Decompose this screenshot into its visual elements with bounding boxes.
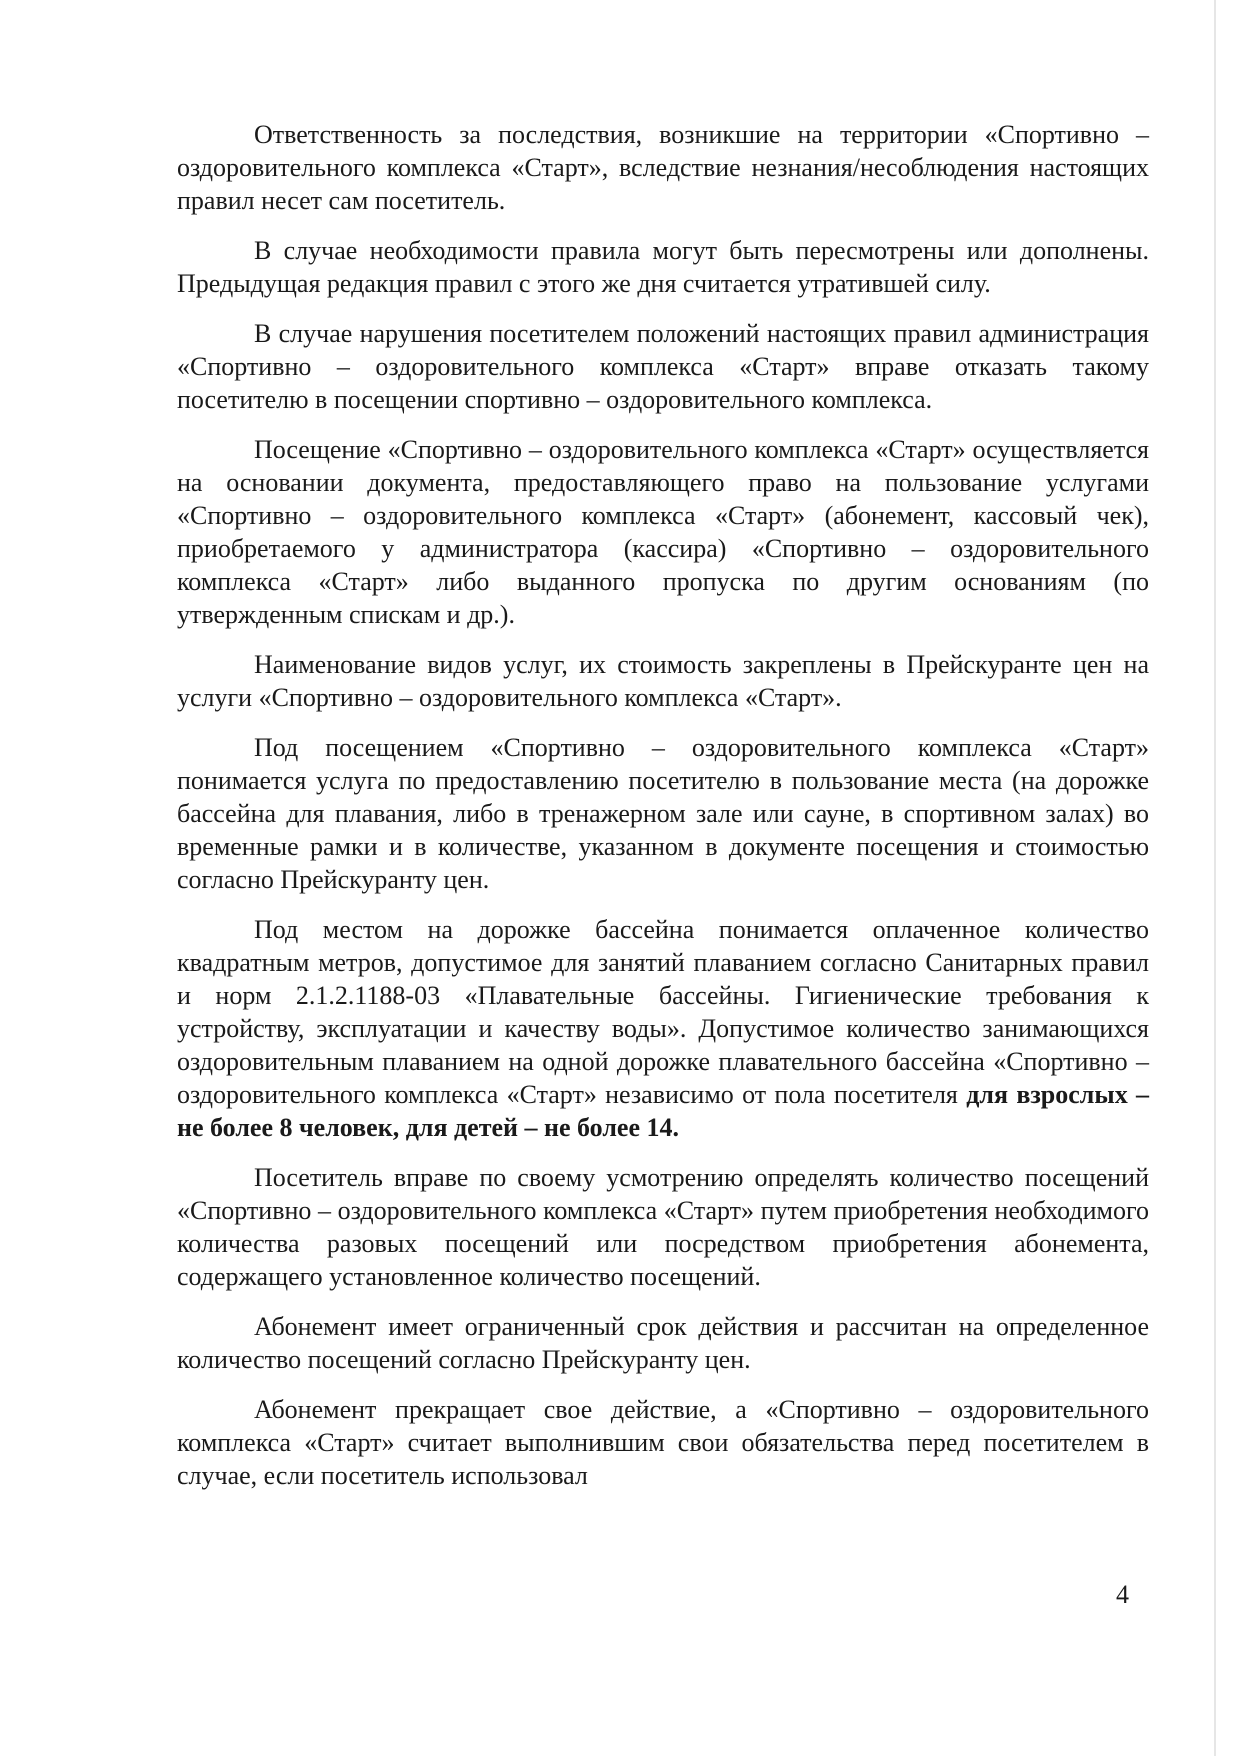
paragraph-bold-limit: для взрослых – не более 8 человек, для детей – не более 14. (177, 1080, 1149, 1142)
paragraph-rules-violation (177, 317, 1149, 416)
paragraph-visit-definition (177, 731, 1149, 896)
paragraph-text: Под посещением «Спортивно – оздоровительного комплекса «Старт» понимается услуга по предоставлению посетителю в пользование места (на дорожке бассейна для плавания, либо в тренажерном зале или сауне, в спортивном залах) во временные рамки и в количестве, указанном в документе посещения и стоимостью согласно Прейскуранту цен. (177, 733, 1149, 894)
paragraph-text: Под местом на дорожке бассейна понимается оплаченное количество квадратным метров, допустимое для занятий плаванием согласно Санитарных правил и норм 2.1.2.1188-03 «Плавательные бассейны. Гигиенические требования к устройству, эксплуатации и качеству воды». Допустимое количество занимающихся оздоровительным плаванием на одной дорожке плавательного бассейна «Спортивно – оздоровительного комплекса «Старт» независимо от пола посетителя (177, 915, 1149, 1109)
paragraph-pool-lane (177, 913, 1149, 1144)
paragraph-rules-revision (177, 234, 1149, 300)
paragraph-text: Посещение «Спортивно – оздоровительного комплекса «Старт» осуществляется на основании документа, предоставляющего право на пользование услугами «Спортивно – оздоровительного комплекса «Старт» (абонемент, кассовый чек), приобретаемого у администратора (кассира) «Спортивно – оздоровительного комплекса «Старт» либо выданного пропуска по другим основаниям (по утвержденным спискам и др.). (177, 435, 1149, 629)
paragraph-text: В случае нарушения посетителем положений настоящих правил администрация «Спортивно – оздоровительного комплекса «Старт» вправе отказать такому посетителю в посещении спортивно – оздоровительного комплекса. (177, 319, 1149, 414)
paragraph-text: Наименование видов услуг, их стоимость закреплены в Прейскуранте цен на услуги «Спортивно – оздоровительного комплекса «Старт». (177, 650, 1149, 712)
paragraph-price-list (177, 648, 1149, 714)
paragraph-visit-count (177, 1161, 1149, 1293)
paragraph-responsibility (177, 118, 1149, 217)
paragraph-text: В случае необходимости правила могут быть пересмотрены или дополнены. Предыдущая редакция правил с этого же дня считается утратившей силу. (177, 236, 1149, 298)
paragraph-text: Посетитель вправе по своему усмотрению определять количество посещений «Спортивно – оздоровительного комплекса «Старт» путем приобретения необходимого количества разовых посещений или посредством приобретения абонемента, содержащего установленное количество посещений. (177, 1163, 1149, 1291)
paragraph-visit-basis (177, 433, 1149, 631)
paragraph-text: Абонемент имеет ограниченный срок действия и рассчитан на определенное количество посещений согласно Прейскуранту цен. (177, 1312, 1149, 1374)
page-number: 4 (1116, 1580, 1129, 1609)
document-body (177, 118, 1149, 1509)
paragraph-text: Ответственность за последствия, возникшие на территории «Спортивно – оздоровительного комплекса «Старт», вследствие незнания/несоблюдения настоящих правил несет сам посетитель. (177, 120, 1149, 215)
page-edge-line (1214, 0, 1216, 1756)
paragraph-subscription-end (177, 1393, 1149, 1492)
paragraph-subscription-term (177, 1310, 1149, 1376)
paragraph-text: Абонемент прекращает свое действие, а «Спортивно – оздоровительного комплекса «Старт» считает выполнившим свои обязательства перед посетителем в случае, если посетитель использовал (177, 1395, 1149, 1490)
